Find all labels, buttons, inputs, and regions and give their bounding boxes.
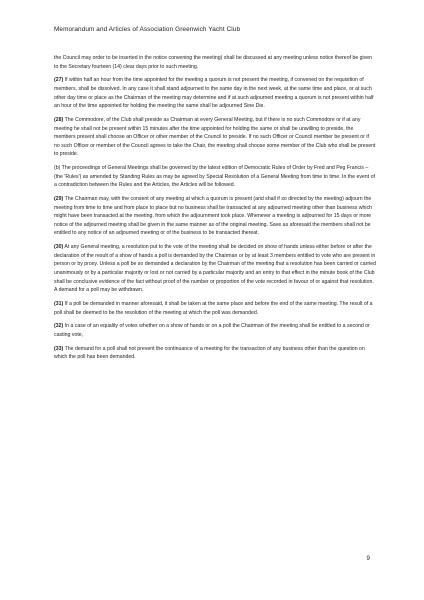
paragraph-text: The Chairman may, with the consent of any meeting at which a quorum is present (and shall if so directed by the meeting) adjourn the meeting from time to time and from place to place but no business shall be transacted at any adjourned meeting other than business which might have been transacted at the meeting, from which the adjournment took place. Whenever a meeting is adjourned for 15 days or more notice of the adjourned meeting shall be given in the same manner as of the original meeting. Save as aforesaid the members shall not be entitled to any notice of an adjourned meeting or of the business to be transacted thereat.	[54, 196, 373, 237]
paragraph-text: If within half an hour from the time appointed for the meeting a quorum is not present the meeting, if convened on the requisition of members, shall be dissolved. In any case it shall stand adjourned to the same day in the next week, at the same time and place, or at such other day time or place as the Chairman of the meeting may determine and if at such adjourned meeting a quorum is not present within half an hour of the time appointed for holding the meeting the same shall be adjourned Sine Die.	[54, 77, 374, 110]
paragraph-continuation	[54, 54, 376, 71]
page-header: Memorandum and Articles of Association Greenwich Yacht Club	[54, 26, 241, 33]
paragraph-text: The Commodore, of the Club shall preside as Chairman at every General Meeting, but if there is no such Commodore or if at any meeting he shall not be present within 15 minutes after the time appointed for holding the same or shall be unwilling to preside, the members present shall choose an Officer or other member of the Council to preside. If no such Officer or Council member be present or if no such Officer or member of the Council agrees to take the Chair, the meeting shall choose some member of the Club who shall be present to preside.	[54, 116, 376, 158]
paragraph-text: If a poll be demanded in manner aforesaid, it shall be taken at the same place and before the end of the same meeting. The result of a poll shall be deemed to be the resolution of the meeting at which the poll was demanded.	[54, 300, 373, 316]
page-number: 9	[366, 555, 370, 562]
paragraph-text: At any General meeting, a resolution put to the vote of the meeting shall be decided on show of hands unless either before or after the declaration of the result of a show of hands a poll is demanded by the Chairman or by at least 3 members entitled to vote who are present in person or by proxy. Unless a poll be so demanded a declaration by the Chairman of the meeting that a resolution has been carried or carried unanimously or by a particular majority or lost or not carried by a particular majority and an entry to that effect in the minute book of the Club shall be conclusive evidence of the fact without proof of the number or proportion of the vote recorded in favour of or against that resolution. A demand for a poll may be withdrawn.	[54, 244, 376, 294]
article-28b	[54, 164, 376, 190]
article-number: (33)	[54, 345, 64, 352]
article-33	[54, 345, 376, 362]
paragraph-text: (b) The proceedings of General Meetings shall be governed by the latest edition of Democratic Rules of Order by Fred and Peg Francis – (the 'Rules') as amended by Standing Rules as may be agreed by Special Resolution of a General Meeting from time to time. In the event of a contradiction between the Rules and the Articles, the Articles will be followed.	[54, 165, 375, 189]
article-number: (30)	[54, 244, 64, 251]
paragraph-text: The demand for a poll shall not prevent the continuance of a meeting for the transaction of any business other than the question on which the poll has been demanded.	[54, 345, 365, 361]
article-number: (29)	[54, 196, 64, 203]
article-number: (32)	[54, 323, 64, 330]
document-body	[54, 54, 376, 367]
paragraph-text: In a case of an equality of votes whether on a show of hands or on a poll the Chairman of the meeting shall be entitled to a second or casting vote,	[54, 323, 370, 338]
article-31	[54, 300, 376, 317]
article-32	[54, 322, 376, 339]
article-29	[54, 195, 376, 238]
article-number: (31)	[54, 300, 64, 307]
article-28	[54, 116, 376, 159]
article-number: (27)	[54, 77, 64, 84]
article-30	[54, 243, 376, 295]
paragraph-text: the Council may order to be inserted in the notice convening the meeting) shall be discussed at any meeting unless notice thereof be given to the Secretary fourteen (14) clear days prior to such meeting.	[54, 55, 373, 70]
article-number: (28)	[54, 116, 64, 123]
article-27	[54, 76, 376, 110]
